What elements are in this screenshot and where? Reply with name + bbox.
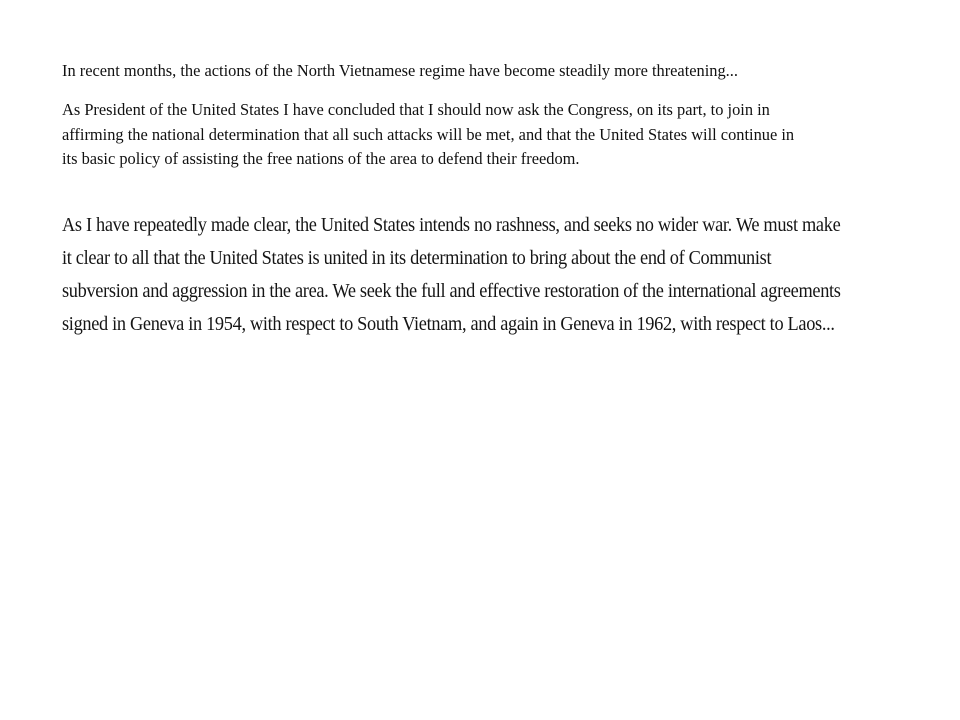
paragraph-line: As President of the United States I have concluded that I should now ask the Congress, on its part, to join in	[62, 100, 770, 119]
paragraph-president-statement	[62, 98, 902, 172]
paragraph-policy-statement	[62, 209, 842, 341]
paragraph-line: affirming the national determination that all such attacks will be met, and that the United States will continue in	[62, 124, 795, 144]
paragraph-line: its basic policy of assisting the free nations of the area to defend their freedom.	[62, 149, 580, 168]
paragraph-line: In recent months, the actions of the North Vietnamese regime have become steadily more threatening...	[62, 61, 738, 80]
paragraph-opening	[62, 59, 902, 83]
paragraph-line: subversion and aggression in the area. We seek the full and effective restoration of the international agreements	[62, 281, 841, 302]
paragraph-line: As I have repeatedly made clear, the United States intends no rashness, and seeks no wider war. We must make	[62, 215, 841, 236]
paragraph-line: signed in Geneva in 1954, with respect to South Vietnam, and again in Geneva in 1962, with respect to Laos...	[62, 314, 835, 335]
paragraph-line: it clear to all that the United States is united in its determination to bring about the end of Communist	[62, 248, 772, 269]
